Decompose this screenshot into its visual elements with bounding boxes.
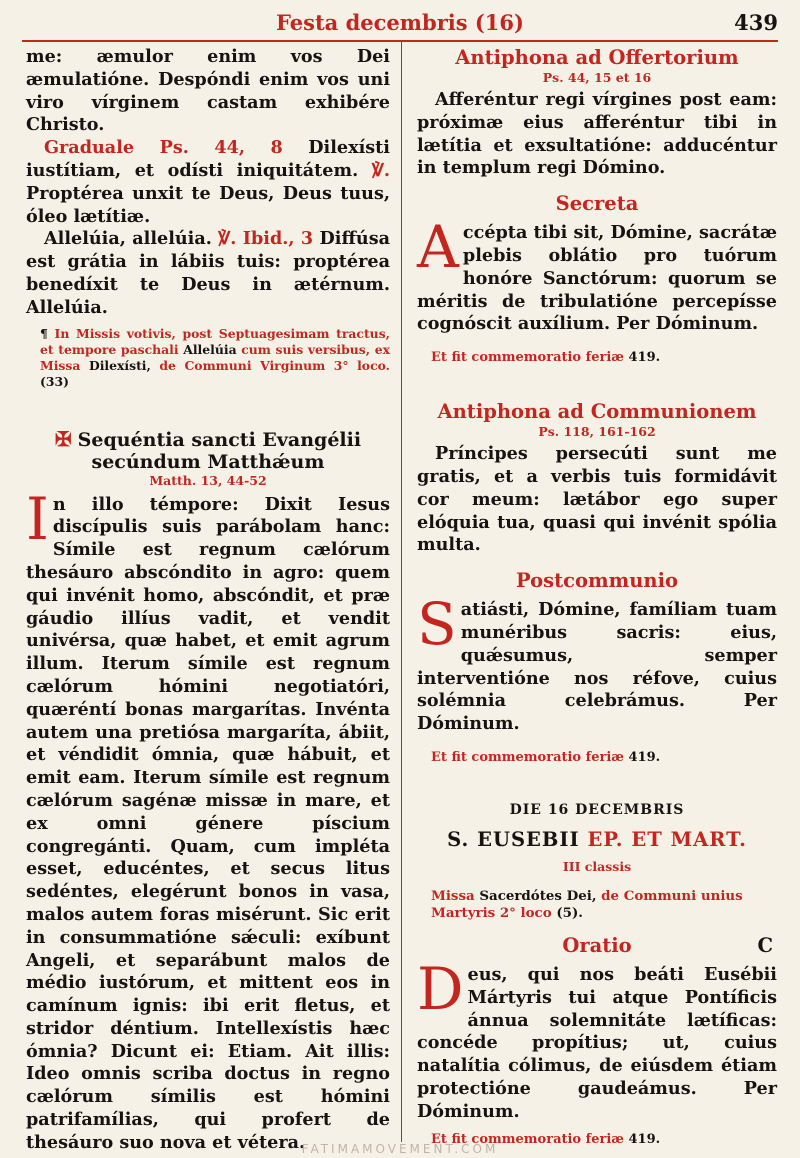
postcommunion-heading: Postcommunio	[515, 569, 679, 593]
note-text: Et fit commemoratio feriæ	[431, 350, 624, 366]
commemoration-note	[431, 750, 777, 766]
note-page: 419.	[628, 1131, 661, 1147]
communion-reference: Ps. 118, 161-162	[538, 424, 656, 440]
gospel-reference: Matth. 13, 44-52	[149, 472, 267, 488]
rubric-text-4: Dilexísti,	[88, 357, 151, 373]
secret-body: ccépta tibi sit, Dómine, sacrátæ plebis oblátio pro tuórum honóre Sanctórum: quorum se méritis de tribulatióne percepísse cognóscit auxílium. Per Dóminum.	[417, 222, 777, 335]
offertory-text: Afferéntur regi vírgines post eam: próximæ eius afferéntur tibi in lætítia et exsultatióne: adducéntur in templum regi Dómino.	[417, 89, 777, 179]
alleluia	[26, 228, 390, 319]
rubric-text-5: de Communi Virginum 3° loco.	[159, 357, 390, 373]
rubric-text-2: Allelúia	[183, 341, 237, 357]
column-divider	[401, 42, 402, 1142]
rubric-votive	[40, 326, 390, 390]
paragraph-mark-icon: ¶	[40, 325, 48, 341]
secret-text	[417, 213, 777, 336]
graduale	[26, 137, 390, 228]
postcommunion-body: atiásti, Dómine, famíliam tuam munéribus sacris: eius, quǽsumus, semper interventióne nos réfove, cuius solémnia celebrámus. Per Dóminum.	[417, 599, 777, 735]
note-page: 419.	[628, 350, 661, 366]
alleluia-verse: Diffúsa est grátia in lábiis tuis: proptérea benedíxit te Deus in ætérnum. Allelúia.	[26, 228, 390, 318]
postcommunion-text	[417, 590, 777, 736]
collect-text	[417, 954, 777, 1124]
mass-rubric-3: de Communi unius Martyris 2° loco	[431, 887, 743, 921]
drop-cap-initial: A	[417, 213, 459, 282]
drop-cap-initial: S	[417, 590, 457, 659]
watermark: FATIMAMOVEMENT.COM	[301, 1142, 499, 1156]
left-column	[26, 46, 390, 1155]
feast-title	[417, 828, 777, 851]
page-header	[0, 0, 800, 40]
saint-name: S. EUSEBII	[447, 827, 580, 851]
commemoration-note	[431, 350, 777, 366]
versicle-mark: ℣.	[371, 159, 390, 181]
mass-rubric-1: Missa	[431, 887, 475, 904]
right-column	[417, 46, 777, 1148]
note-page: 419.	[628, 749, 661, 765]
feast-date: DIE 16 DECEMBRIS	[509, 801, 685, 818]
note-text: Et fit commemoratio feriæ	[431, 749, 624, 765]
rubric-text-3: cum suis versibus, ex Missa	[40, 341, 390, 373]
collect-title: Oratio	[562, 933, 632, 957]
collect-body: eus, qui nos beáti Eusébii Mártyris tui atque Pontíficis ánnua solemnitáte lætíficas: concéde propítius; ut, cuius natalítia cólimus, de eiúsdem étiam protectióne gaudeámus. Per Dóminum.	[417, 963, 777, 1122]
running-title: Festa decembris (16)	[276, 10, 524, 35]
graduale-label: Graduale Ps. 44, 8	[44, 137, 283, 159]
graduale-text: Dilexísti iustítiam, et odísti iniquitátem.	[26, 137, 390, 181]
page-number: 439	[734, 10, 778, 35]
communion-heading: Antiphona ad Communionem	[437, 400, 757, 424]
cross-icon: ✠	[54, 426, 72, 451]
graduale-verse: Proptérea unxit te Deus, Deus tuus, óleo lætítiæ.	[26, 182, 390, 227]
gospel-text	[26, 484, 390, 1155]
drop-cap-initial: D	[417, 954, 464, 1023]
rubric-text-6: (33)	[40, 373, 69, 389]
header-rule	[22, 40, 778, 42]
mass-rubric	[431, 888, 777, 922]
feast-class: III classis	[562, 858, 632, 874]
saint-rank: EP. ET MART.	[587, 827, 747, 851]
epistle-ending: me: æmulor enim vos Dei æmulatióne. Despóndi enim vos uni viro vírginem castam exhibére Christo.	[26, 46, 390, 136]
offertory-reference: Ps. 44, 15 et 16	[542, 70, 652, 85]
alleluia-versicle: ℣. Ibid., 3	[218, 228, 314, 250]
rubric-text-1: In Missis votivis, post Septuagesimam tractus, et tempore paschali	[40, 325, 390, 357]
mass-rubric-2: Sacerdótes Dei,	[479, 887, 597, 904]
collect-marker: C	[757, 933, 773, 957]
gospel-title: Sequéntia sancti Evangélii secúndum Matthǽum	[77, 428, 362, 473]
offertory-heading: Antiphona ad Offertorium	[455, 46, 739, 69]
note-text: Et fit commemoratio feriæ	[431, 1131, 624, 1147]
gospel-body: n illo témpore: Dixit Iesus discípulis suis parábolam hanc: Símile est regnum cælórum thesáuro abscóndito in agro: quem qui invénit homo, abscóndit, et præ gáudio illíus vadit, et vendit univérsa, quæ habet, et emit agrum illum. Iterum símile est regnum cælórum hómini negotiatóri, quæréntí bonas margarítas. Invénta autem una pretiósa margaríta, ábiit, et véndidit ómnia, quæ hábuit, et emit eam. Iterum símile est regnum cælórum sagénæ missæ in mare, et ex omni génere píscium congregánti. Quam, cum impléta esset, educéntes, et secus litus sedéntes, elegérunt bonos in vasa, malos autem foras misérunt. Sic erit in consummatióne sǽculi: exíbunt Angeli, et separábunt malos de médio iustórum, et mittent eos in camínum ignis: ibi erit fletus, et stridor déntium. Intellexístis hæc ómnia? Dicunt ei: Etiam. Ait illis: Ideo omnis scriba doctus in regno cælórum símilis est hómini patrifamílias, qui profert de thesáuro suo nova et vétera.	[26, 493, 390, 1153]
alleluia-text: Allelúia, allelúia.	[44, 228, 212, 250]
mass-rubric-4: (5).	[556, 904, 583, 921]
communion-text: Príncipes persecúti sunt me gratis, et a verbis tuis formidávit cor meum: lætábor ego super elóquia tua, quasi qui invénit spólia multa.	[417, 443, 777, 556]
gospel-heading	[26, 428, 390, 473]
drop-cap-initial: I	[26, 484, 49, 553]
secret-heading: Secreta	[555, 192, 639, 216]
collect-heading	[417, 934, 777, 958]
